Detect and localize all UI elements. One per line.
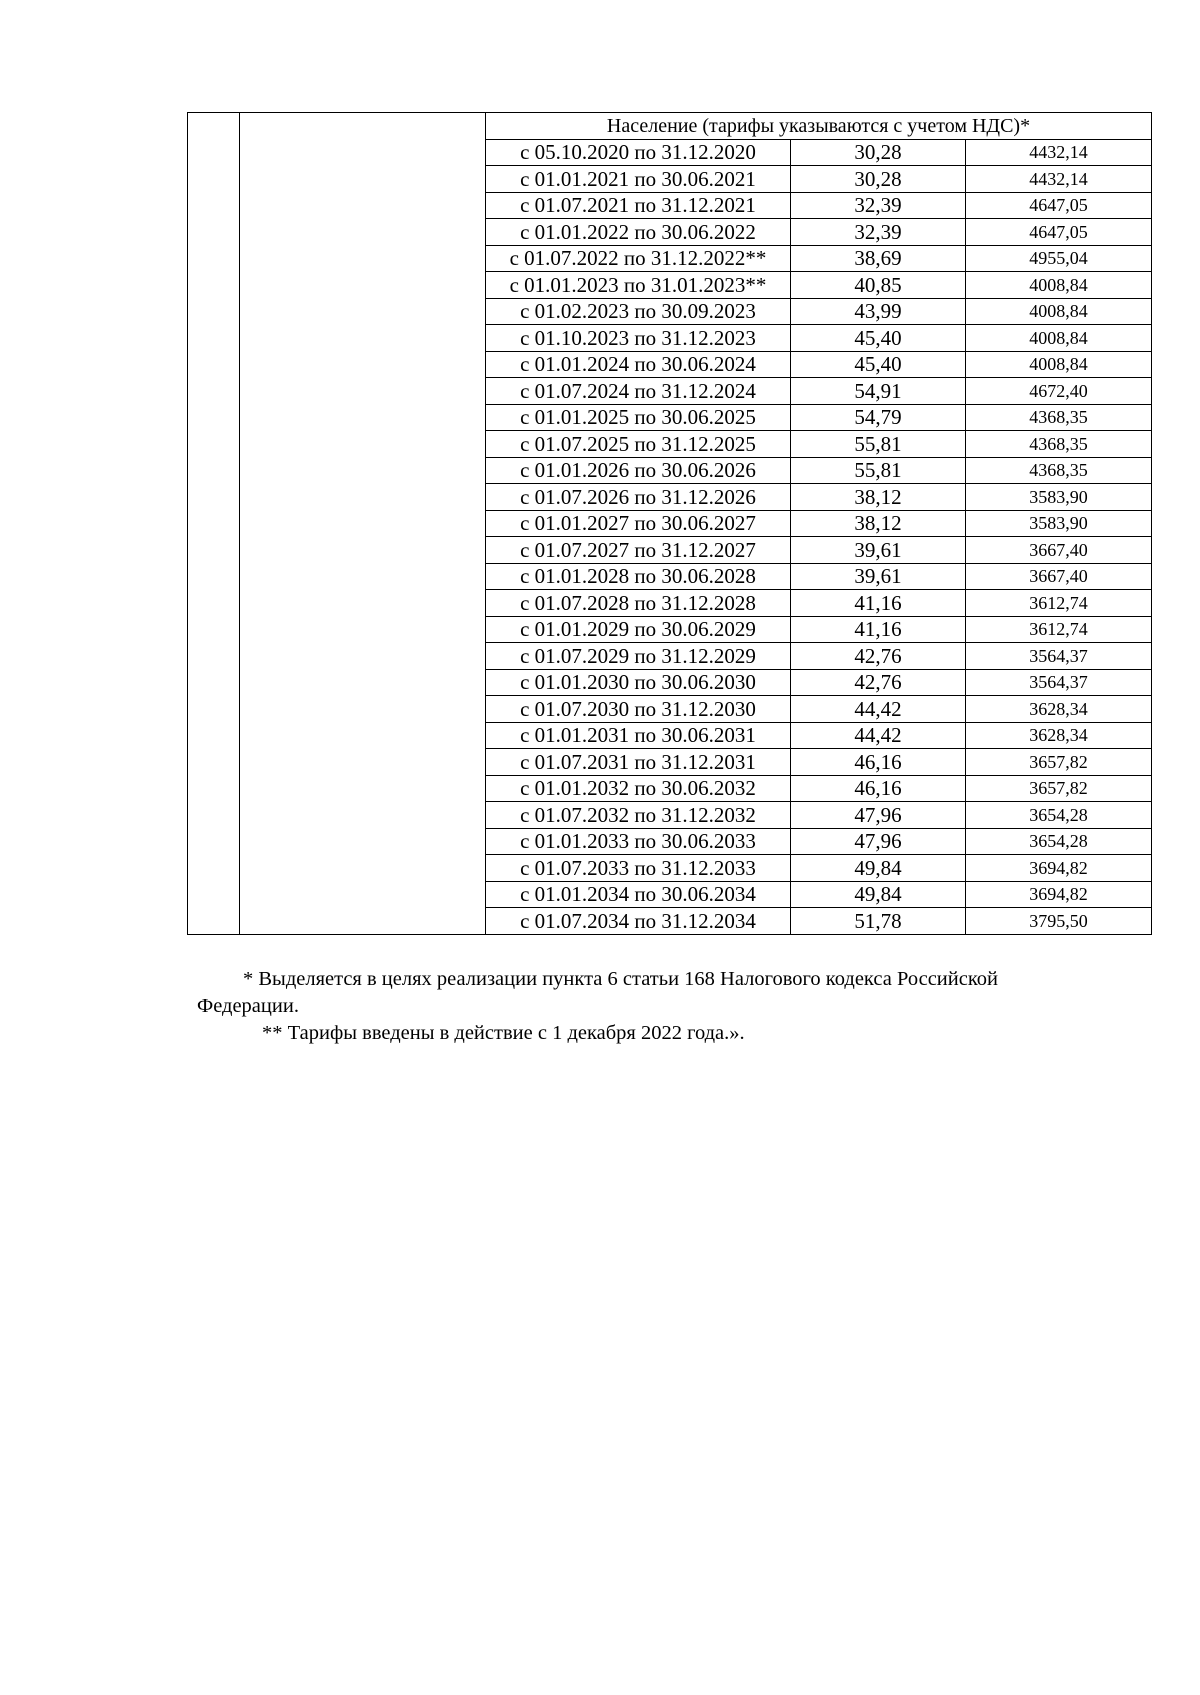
rate-cell: 32,39: [791, 219, 966, 246]
rate-cell: 45,40: [791, 351, 966, 378]
rate-cell: 42,76: [791, 669, 966, 696]
value-cell: 4368,35: [966, 431, 1152, 458]
value-cell: 4432,14: [966, 139, 1152, 166]
period-cell: с 01.01.2021 по 30.06.2021: [486, 166, 791, 193]
blank-cell-name: [240, 113, 486, 935]
rate-cell: 49,84: [791, 881, 966, 908]
rate-cell: 46,16: [791, 775, 966, 802]
period-cell: с 01.07.2030 по 31.12.2030: [486, 696, 791, 723]
rate-cell: 45,40: [791, 325, 966, 352]
rate-cell: 39,61: [791, 537, 966, 564]
value-cell: 3583,90: [966, 510, 1152, 537]
period-cell: с 01.01.2025 по 30.06.2025: [486, 404, 791, 431]
value-cell: 3564,37: [966, 643, 1152, 670]
period-cell: с 01.01.2027 по 30.06.2027: [486, 510, 791, 537]
tariff-table: [187, 112, 1152, 935]
rate-cell: 41,16: [791, 616, 966, 643]
period-cell: с 01.01.2029 по 30.06.2029: [486, 616, 791, 643]
period-cell: с 01.07.2034 по 31.12.2034: [486, 908, 791, 935]
value-cell: 4008,84: [966, 351, 1152, 378]
value-cell: 3657,82: [966, 749, 1152, 776]
period-cell: с 01.01.2028 по 30.06.2028: [486, 563, 791, 590]
rate-cell: 41,16: [791, 590, 966, 617]
period-cell: с 01.07.2027 по 31.12.2027: [486, 537, 791, 564]
rate-cell: 47,96: [791, 828, 966, 855]
rate-cell: 46,16: [791, 749, 966, 776]
value-cell: 3657,82: [966, 775, 1152, 802]
value-cell: 3628,34: [966, 722, 1152, 749]
value-cell: 4672,40: [966, 378, 1152, 405]
rate-cell: 54,79: [791, 404, 966, 431]
value-cell: 4647,05: [966, 192, 1152, 219]
period-cell: с 01.07.2021 по 31.12.2021: [486, 192, 791, 219]
rate-cell: 49,84: [791, 855, 966, 882]
rate-cell: 55,81: [791, 457, 966, 484]
period-cell: с 01.01.2034 по 30.06.2034: [486, 881, 791, 908]
value-cell: 3628,34: [966, 696, 1152, 723]
value-cell: 4368,35: [966, 404, 1152, 431]
value-cell: 3654,28: [966, 802, 1152, 829]
rate-cell: 44,42: [791, 722, 966, 749]
value-cell: 3583,90: [966, 484, 1152, 511]
rate-cell: 55,81: [791, 431, 966, 458]
rate-cell: 54,91: [791, 378, 966, 405]
rate-cell: 38,12: [791, 484, 966, 511]
section-header-row: [188, 113, 1152, 140]
rate-cell: 39,61: [791, 563, 966, 590]
value-cell: 4008,84: [966, 298, 1152, 325]
value-cell: 3564,37: [966, 669, 1152, 696]
value-cell: 4955,04: [966, 245, 1152, 272]
rate-cell: 47,96: [791, 802, 966, 829]
period-cell: с 01.01.2031 по 30.06.2031: [486, 722, 791, 749]
footnote-vat: * Выделяется в целях реализации пункта 6 статьи 168 Налогового кодекса Российской Федерации.: [197, 968, 998, 1017]
period-cell: с 01.07.2026 по 31.12.2026: [486, 484, 791, 511]
period-cell: с 01.01.2024 по 30.06.2024: [486, 351, 791, 378]
value-cell: 3612,74: [966, 616, 1152, 643]
rate-cell: 42,76: [791, 643, 966, 670]
value-cell: 3612,74: [966, 590, 1152, 617]
period-cell: с 01.01.2030 по 30.06.2030: [486, 669, 791, 696]
rate-cell: 32,39: [791, 192, 966, 219]
period-cell: с 01.01.2032 по 30.06.2032: [486, 775, 791, 802]
value-cell: 3654,28: [966, 828, 1152, 855]
rate-cell: 51,78: [791, 908, 966, 935]
period-cell: с 01.10.2023 по 31.12.2023: [486, 325, 791, 352]
period-cell: с 01.01.2026 по 30.06.2026: [486, 457, 791, 484]
rate-cell: 30,28: [791, 166, 966, 193]
period-cell: с 01.07.2024 по 31.12.2024: [486, 378, 791, 405]
rate-cell: 30,28: [791, 139, 966, 166]
period-cell: с 01.07.2022 по 31.12.2022**: [486, 245, 791, 272]
value-cell: 3667,40: [966, 563, 1152, 590]
value-cell: 4647,05: [966, 219, 1152, 246]
period-cell: с 01.07.2032 по 31.12.2032: [486, 802, 791, 829]
period-cell: с 01.07.2025 по 31.12.2025: [486, 431, 791, 458]
footnote-effective-date: ** Тарифы введены в действие с 1 декабря 2022 года.».: [262, 1022, 745, 1044]
period-cell: с 01.07.2028 по 31.12.2028: [486, 590, 791, 617]
value-cell: 3795,50: [966, 908, 1152, 935]
tariff-table-body: [188, 113, 1152, 935]
value-cell: 4368,35: [966, 457, 1152, 484]
footnotes: [197, 966, 1090, 1047]
value-cell: 3667,40: [966, 537, 1152, 564]
rate-cell: 40,85: [791, 272, 966, 299]
period-cell: с 01.01.2033 по 30.06.2033: [486, 828, 791, 855]
rate-cell: 38,12: [791, 510, 966, 537]
value-cell: 4008,84: [966, 325, 1152, 352]
period-cell: с 01.07.2029 по 31.12.2029: [486, 643, 791, 670]
period-cell: с 01.01.2023 по 31.01.2023**: [486, 272, 791, 299]
period-cell: с 01.01.2022 по 30.06.2022: [486, 219, 791, 246]
section-header: Население (тарифы указываются с учетом НДС)*: [486, 113, 1152, 140]
rate-cell: 38,69: [791, 245, 966, 272]
rate-cell: 44,42: [791, 696, 966, 723]
blank-cell-number: [188, 113, 240, 935]
rate-cell: 43,99: [791, 298, 966, 325]
period-cell: с 01.02.2023 по 30.09.2023: [486, 298, 791, 325]
period-cell: с 01.07.2033 по 31.12.2033: [486, 855, 791, 882]
value-cell: 3694,82: [966, 881, 1152, 908]
value-cell: 3694,82: [966, 855, 1152, 882]
value-cell: 4432,14: [966, 166, 1152, 193]
period-cell: с 05.10.2020 по 31.12.2020: [486, 139, 791, 166]
period-cell: с 01.07.2031 по 31.12.2031: [486, 749, 791, 776]
value-cell: 4008,84: [966, 272, 1152, 299]
